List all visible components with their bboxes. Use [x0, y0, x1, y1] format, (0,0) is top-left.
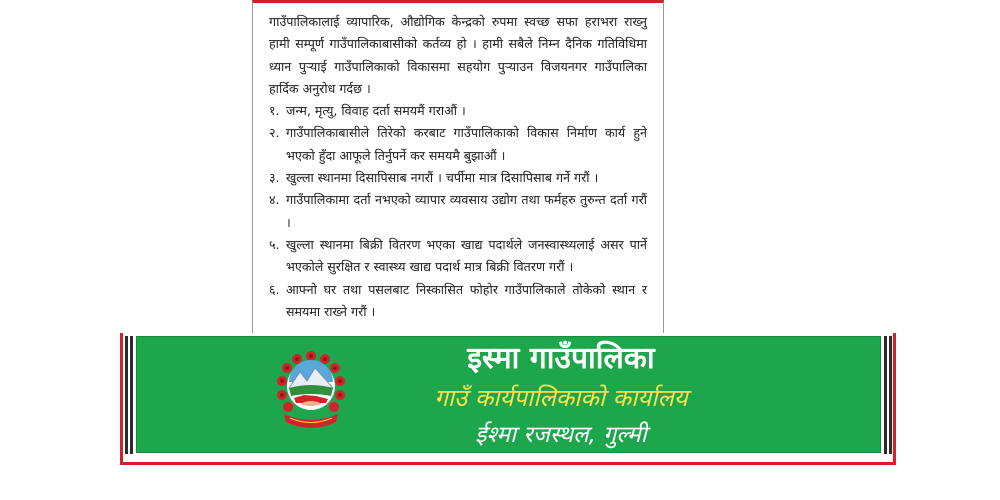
notice-card	[252, 0, 664, 333]
notice-item	[269, 100, 647, 122]
banner-right-stripe	[889, 336, 892, 454]
office-address: ईश्मा रजस्थल, गुल्मी	[475, 422, 647, 448]
nepal-government-emblem-icon	[276, 348, 346, 434]
notice-item-number: ६.	[269, 281, 280, 297]
banner-green-panel	[136, 336, 881, 453]
banner-left-stripe	[130, 336, 133, 454]
notice-item-number: ३.	[269, 170, 280, 186]
municipality-banner	[120, 333, 896, 465]
notice-item-text: खुल्ला स्थानमा दिसापिसाब नगरौं । चर्पीमा मात्र दिसापिसाब गर्ने गरौं ।	[286, 170, 599, 186]
notice-item-text: जन्म, मृत्यु, विवाह दर्ता समयमैं गराऔं ।	[286, 103, 466, 119]
notice-list	[269, 100, 647, 323]
notice-item	[269, 167, 647, 189]
notice-item	[269, 189, 647, 234]
notice-item	[269, 279, 647, 324]
notice-item-text: खुल्ला स्थानमा बिक्री वितरण भएका खाद्य पदार्थले जनस्वास्थ्यलाई असर पार्ने भएकोले सुरक्षित र स्वास्थ्य खाद्य पदार्थ मात्र बिक्री वितरण गरौं ।	[286, 236, 647, 275]
municipality-title: इस्मा गाउँपालिका	[467, 341, 655, 376]
notice-item-number: १.	[269, 103, 280, 119]
notice-item-text: गाउँपालिकाबासीले तिरेको करबाट गाउँपालिकाको विकास निर्माण कार्य हुने भएको हुँदा आफूले तिर्नुपर्ने कर समयमै बुझाऔं ।	[286, 125, 647, 163]
notice-item-number: ५.	[269, 236, 280, 252]
notice-item	[269, 122, 647, 167]
notice-intro: गाउँपालिकालाई व्यापारिक, औद्योगिक केन्द्रको रुपमा स्वच्छ सफा हराभरा राख्नु हामी सम्पूर्ण गाउँपालिकाबासीको कर्तव्य हो । हामी सबैले निम्न दैनिक गतिविधिमा ध्यान पुऱ्याई गाउँपालिकाको विकासमा सहयोग पुऱ्याउन विजयनगर गाउँपालिका हार्दिक अनुरोध गर्दछ ।	[269, 14, 647, 96]
notice-item-number: २.	[269, 125, 280, 141]
notice-item-text: गाउँपालिकामा दर्ता नभएको व्यापार व्यवसाय उद्योग तथा फर्महरु तुरुन्त दर्ता गरौं ।	[286, 192, 647, 230]
notice-item-number: ४.	[269, 192, 280, 208]
banner-right-stripe	[884, 336, 887, 454]
office-subtitle: गाउँ कार्यपालिकाको कार्यालय	[434, 384, 688, 412]
notice-item	[269, 234, 647, 279]
banner-left-stripe	[125, 336, 128, 454]
notice-item-text: आफ्नो घर तथा पसलबाट निस्कासित फोहोर गाउँपालिकाले तोकेको स्थान र समयमा राख्ने गरौं ।	[286, 281, 647, 319]
